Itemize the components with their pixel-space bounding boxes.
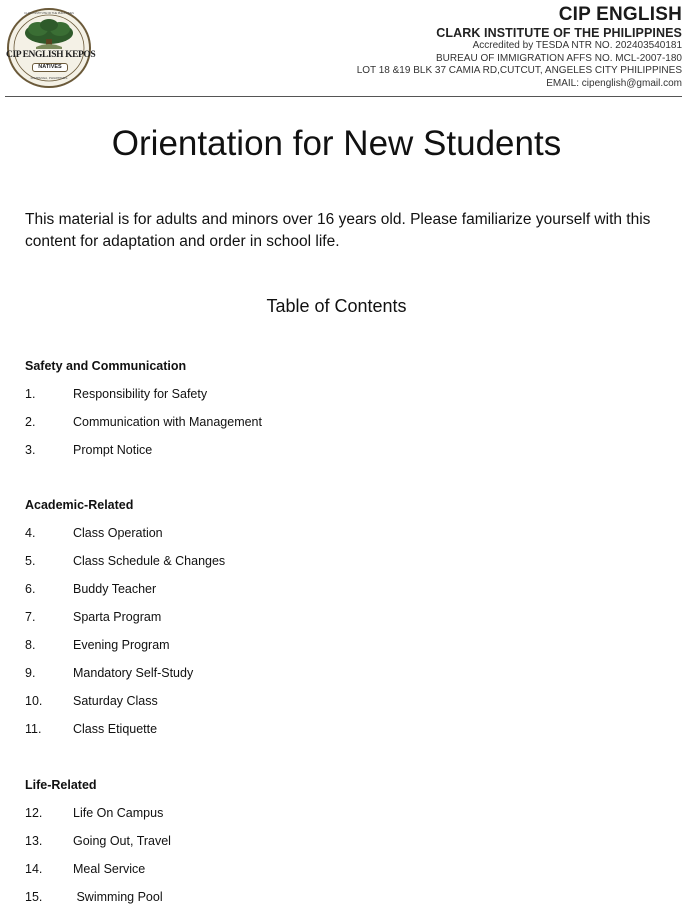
toc-item-label: Meal Service (73, 862, 146, 876)
toc-item-label: Evening Program (73, 638, 170, 652)
toc-item-number: 2. (25, 415, 36, 429)
toc-item-label: Class Schedule & Changes (73, 554, 226, 568)
toc-item-number: 11. (25, 722, 42, 736)
toc-item-number: 3. (25, 443, 36, 457)
accreditation-line: Accredited by TESDA NTR NO. 202403540181 (472, 40, 682, 51)
address-line: LOT 18 &19 BLK 37 CAMIA RD,CUTCUT, ANGELES CITY PHILIPPINES (356, 65, 682, 76)
header-divider (5, 96, 682, 97)
document-title: Orientation for New Students (111, 124, 562, 163)
logo-banner-text: NATIVES (32, 63, 68, 72)
toc-item-label: Mandatory Self-Study (73, 666, 194, 680)
school-logo (6, 7, 96, 89)
toc-section-heading: Safety and Communication (25, 359, 187, 373)
toc-item-number: 7. (25, 610, 36, 624)
school-full-name: CLARK INSTITUTE OF THE PHILIPPINES (436, 26, 682, 40)
immigration-line: BUREAU OF IMMIGRATION AFFS NO. MCL-2007-180 (436, 52, 682, 64)
toc-item-number: 15. (25, 890, 43, 904)
email-line: EMAIL: cipenglish@gmail.com (546, 77, 682, 89)
toc-item-label: Prompt Notice (73, 443, 153, 457)
toc-section-heading: Academic-Related (25, 498, 134, 512)
letterhead-text (357, 4, 682, 90)
toc-item-number: 5. (25, 554, 36, 568)
logo-brand-text: CIP ENGLISH KEPOS (6, 50, 96, 60)
toc-item-label: Life On Campus (73, 806, 164, 820)
toc-item-label: Communication with Management (73, 415, 262, 429)
toc-item-label: Responsibility for Safety (73, 387, 208, 401)
toc-title: Table of Contents (266, 296, 407, 316)
toc-item-label: Swimming Pool (73, 890, 163, 904)
toc-item-label: Sparta Program (73, 610, 162, 624)
logo-ring-bottom-text: PAMPANGA, PHILIPPINES (30, 76, 68, 80)
toc-item-label: Buddy Teacher (73, 582, 157, 596)
letterhead (0, 0, 687, 98)
toc-item-number: 14. (25, 862, 43, 876)
school-name: CIP ENGLISH (558, 4, 682, 25)
toc-item-number: 6. (25, 582, 36, 596)
toc-item-label: Class Etiquette (73, 722, 158, 736)
intro-paragraph: This material is for adults and minors over 16 years old. Please familiarize yourself with this content for adaptation and order in school life. (25, 211, 651, 250)
toc-item-number: 1. (25, 387, 36, 401)
toc-section-heading: Life-Related (25, 778, 97, 792)
toc-item-number: 12. (25, 806, 43, 820)
toc-item-number: 10. (25, 694, 43, 708)
toc-item-number: 8. (25, 638, 36, 652)
toc-item-number: 9. (25, 666, 36, 680)
toc-item-number: 13. (25, 834, 43, 848)
toc-item-label: Class Operation (73, 526, 163, 540)
toc-item-number: 4. (25, 526, 36, 540)
toc-item-label: Saturday Class (73, 694, 158, 708)
logo-ring-top-text: CLARK INSTITUTE OF THE PHILIPPINES (24, 12, 74, 15)
toc-item-label: Going Out, Travel (73, 834, 171, 848)
